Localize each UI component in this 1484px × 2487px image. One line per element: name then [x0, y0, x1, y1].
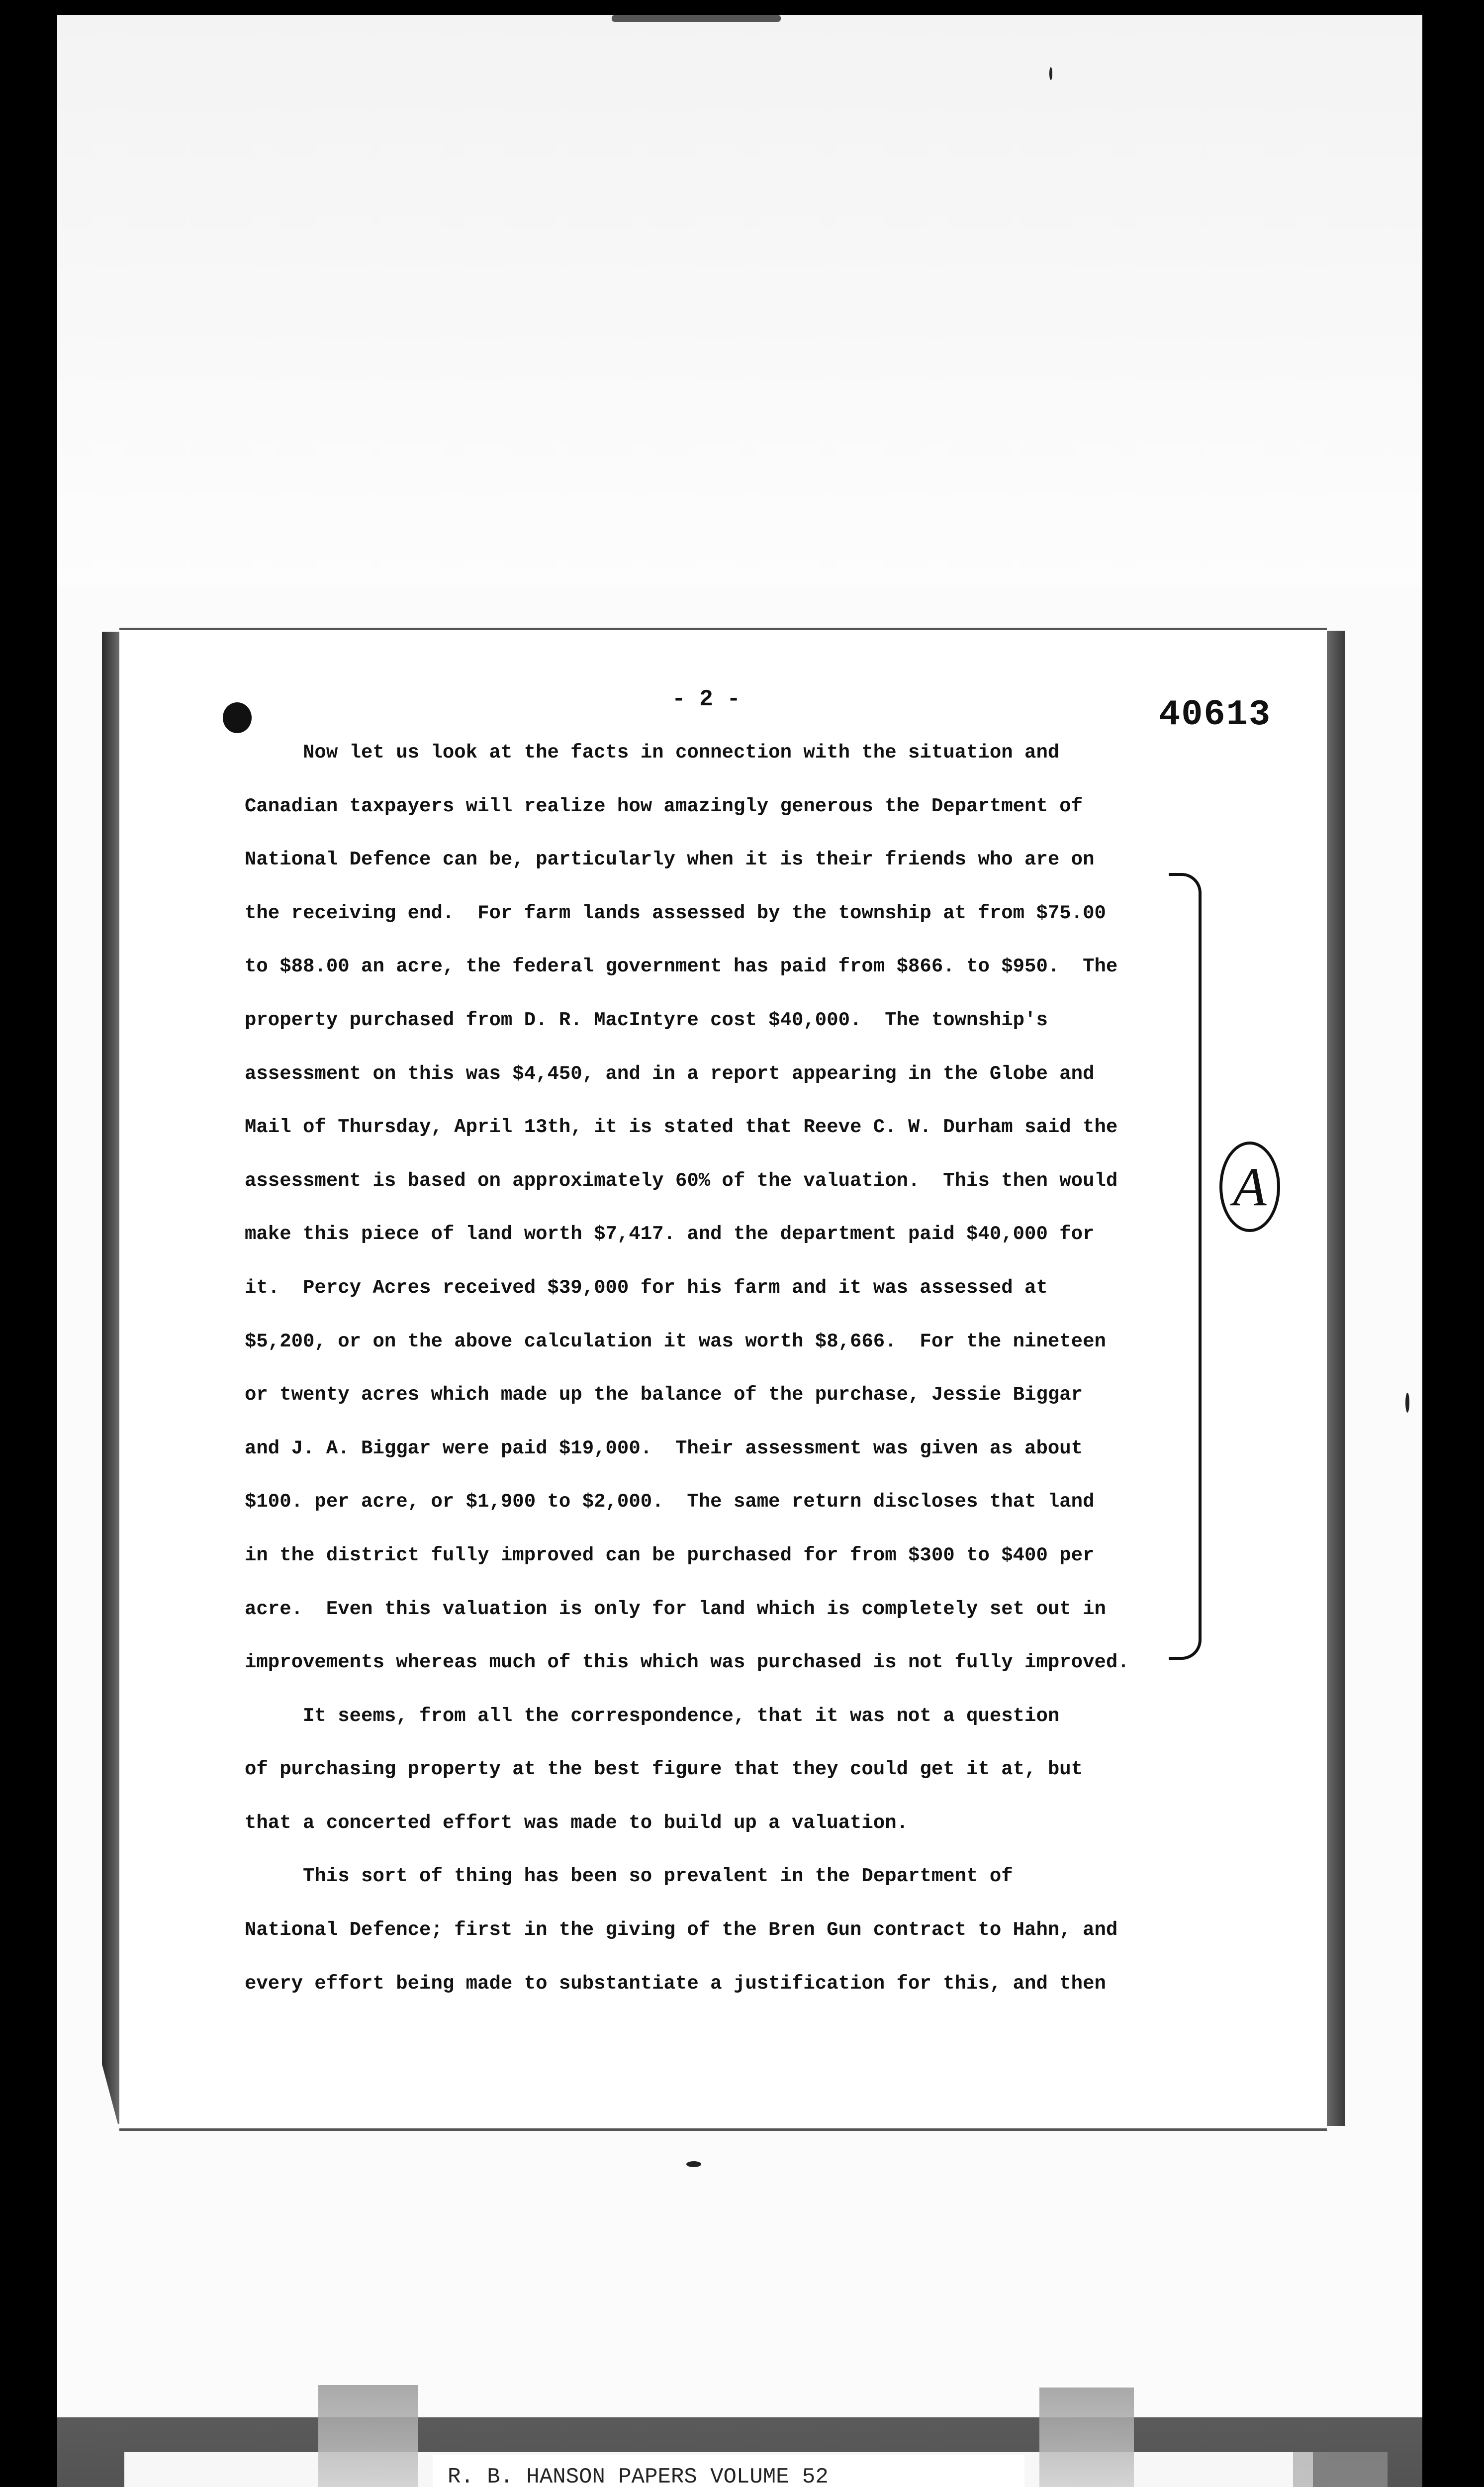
- text-line: or twenty acres which made up the balance of the purchase, Jessie Biggar: [245, 1384, 1083, 1406]
- text-line: improvements whereas much of this which was purchased is not fully improved.: [245, 1651, 1129, 1674]
- page-number: - 2 -: [671, 686, 741, 712]
- film-speck: [1405, 1393, 1409, 1413]
- film-speck: [686, 2161, 701, 2167]
- text-line: assessment on this was $4,450, and in a report appearing in the Globe and: [245, 1062, 1095, 1085]
- collection-label: R. B. HANSON PAPERS VOLUME 52: [433, 2455, 1024, 2487]
- film-speck: [612, 15, 781, 22]
- tape-left: [318, 2385, 418, 2487]
- margin-bracket: [1169, 873, 1202, 1660]
- document-body-text: [245, 726, 1185, 2010]
- text-line: acre. Even this valuation is only for land which is completely set out in: [245, 1598, 1106, 1620]
- text-line: $5,200, or on the above calculation it was worth $8,666. For the nineteen: [245, 1330, 1106, 1352]
- text-line: This sort of thing has been so prevalent in the Department of: [245, 1865, 1013, 1888]
- text-line: of purchasing property at the best figure that they could get it at, but: [245, 1758, 1083, 1781]
- page-left-edge: [102, 632, 122, 2124]
- film-top-shade: [57, 15, 1422, 587]
- text-line: every effort being made to substantiate a justification for this, and then: [245, 1972, 1106, 1995]
- circled-margin-mark: A: [1219, 1142, 1280, 1232]
- text-line: that a concerted effort was made to build up a valuation.: [245, 1812, 909, 1834]
- text-line: Canadian taxpayers will realize how amazingly generous the Department of: [245, 795, 1083, 817]
- text-line: in the district fully improved can be purchased for from $300 to $400 per: [245, 1544, 1095, 1566]
- text-line: $100. per acre, or $1,900 to $2,000. The same return discloses that land: [245, 1491, 1095, 1513]
- stamp-number: 40613: [1159, 694, 1272, 735]
- text-line: Now let us look at the facts in connection with the situation and: [245, 742, 1060, 764]
- text-line: Mail of Thursday, April 13th, it is stated that Reeve C. W. Durham said the: [245, 1116, 1118, 1139]
- film-speck: [1049, 67, 1052, 80]
- tape-edge-right: [1293, 2452, 1388, 2487]
- text-line: the receiving end. For farm lands assessed by the township at from $75.00: [245, 902, 1106, 924]
- text-line: National Defence can be, particularly when it is their friends who are on: [245, 849, 1095, 871]
- page-right-edge: [1327, 631, 1345, 2126]
- tape-right: [1039, 2388, 1134, 2487]
- text-line: National Defence; first in the giving of the Bren Gun contract to Hahn, and: [245, 1919, 1118, 1941]
- text-line: property purchased from D. R. MacIntyre cost $40,000. The township's: [245, 1009, 1048, 1031]
- text-line: to $88.00 an acre, the federal government has paid from $866. to $950. The: [245, 956, 1118, 978]
- text-line: it. Percy Acres received $39,000 for his farm and it was assessed at: [245, 1276, 1048, 1299]
- text-line: make this piece of land worth $7,417. and the department paid $40,000 for: [245, 1223, 1095, 1245]
- text-line: assessment is based on approximately 60% of the valuation. This then would: [245, 1169, 1118, 1192]
- text-line: and J. A. Biggar were paid $19,000. Their assessment was given as about: [245, 1437, 1083, 1459]
- text-line: It seems, from all the correspondence, that it was not a question: [245, 1705, 1060, 1727]
